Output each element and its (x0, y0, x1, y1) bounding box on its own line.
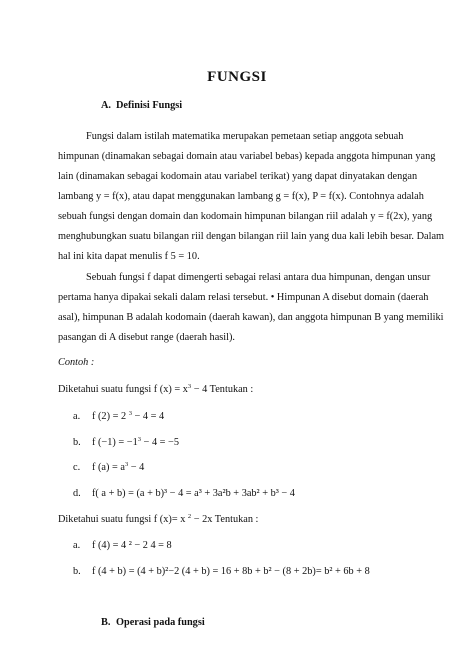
list-item-label: a. (73, 411, 81, 422)
paragraph-line: sebuah fungsi dengan domain dan kodomain himpunan bilangan riil adalah y = f(2x), yang (58, 211, 433, 222)
list-item-label: c. (73, 462, 81, 473)
list-item-label: b. (73, 437, 81, 448)
list-item: f (2) = 2 $^3$ − 4 = 4 (92, 410, 165, 422)
list-item: f (4 + b) = (4 + b)²−2 (4 + b) = 16 + 8b + b² − (8 + 2b)= b² + 6b + 8 (92, 566, 370, 577)
list-item: f (4) = 4 ² − 2 4 = 8 (92, 540, 172, 551)
paragraph-line: himpunan (dinamakan sebagai domain atau variabel bebas) kepada anggota himpunan yang (58, 151, 436, 162)
section-a-label: A. (101, 100, 112, 111)
section-b-label: B. (101, 617, 111, 628)
section-a-heading: Definisi Fungsi (116, 100, 183, 111)
example2-intro: Diketahui suatu fungsi f (x)= x $^2$ − 2x Tentukan : (58, 513, 259, 525)
page-title: FUNGSI (207, 69, 267, 85)
list-item-label: a. (73, 540, 81, 551)
paragraph-line: asal), himpunan B adalah kodomain (daerah kawan), dan anggota himpunan B yang memiliki (58, 312, 444, 323)
list-item: f( a + b) = (a + b)³ − 4 = a³ + 3a²b + 3ab² + b³ − 4 (92, 488, 295, 499)
paragraph-line: menghubungkan suatu bilangan riil dengan bilangan riil lain yang dua kali lebih besar. Dalam (58, 231, 445, 242)
example1-intro: Diketahui suatu fungsi f $(x) = x^3 - 4$ Tentukan : (58, 383, 254, 395)
paragraph-line: Sebuah fungsi f dapat dimengerti sebagai relasi antara dua himpunan, dengan unsur (86, 272, 431, 283)
paragraph-line: Fungsi dalam istilah matematika merupakan pemetaan setiap anggota sebuah (86, 131, 404, 142)
list-item-label: d. (73, 488, 81, 499)
paragraph-line: lambang y = f(x), atau dapat menggunakan lambang g = f(x), P = f(x). Contohnya adalah (58, 191, 424, 202)
paragraph-line: hal ini kita dapat menulis f 5 = 10. (58, 251, 200, 262)
list-item: f $(a) = a^3 - 4$ (92, 461, 145, 473)
list-item: f $(-1) = -1^3 - 4 = -5$ (92, 436, 179, 448)
paragraph-line: lain (dinamakan sebagai kodomain atau variabel terikat) yang dapat dinyatakan dengan (58, 171, 418, 182)
section-b-heading: Operasi pada fungsi (116, 617, 205, 628)
paragraph-line: pertama hanya dipakai sekali dalam relasi tersebut. • Himpunan A disebut domain (daerah (58, 292, 429, 303)
list-item-label: b. (73, 566, 81, 577)
paragraph-line: pasangan di A disebut range (daerah hasil). (58, 332, 235, 343)
example-heading: Contoh : (58, 357, 95, 368)
